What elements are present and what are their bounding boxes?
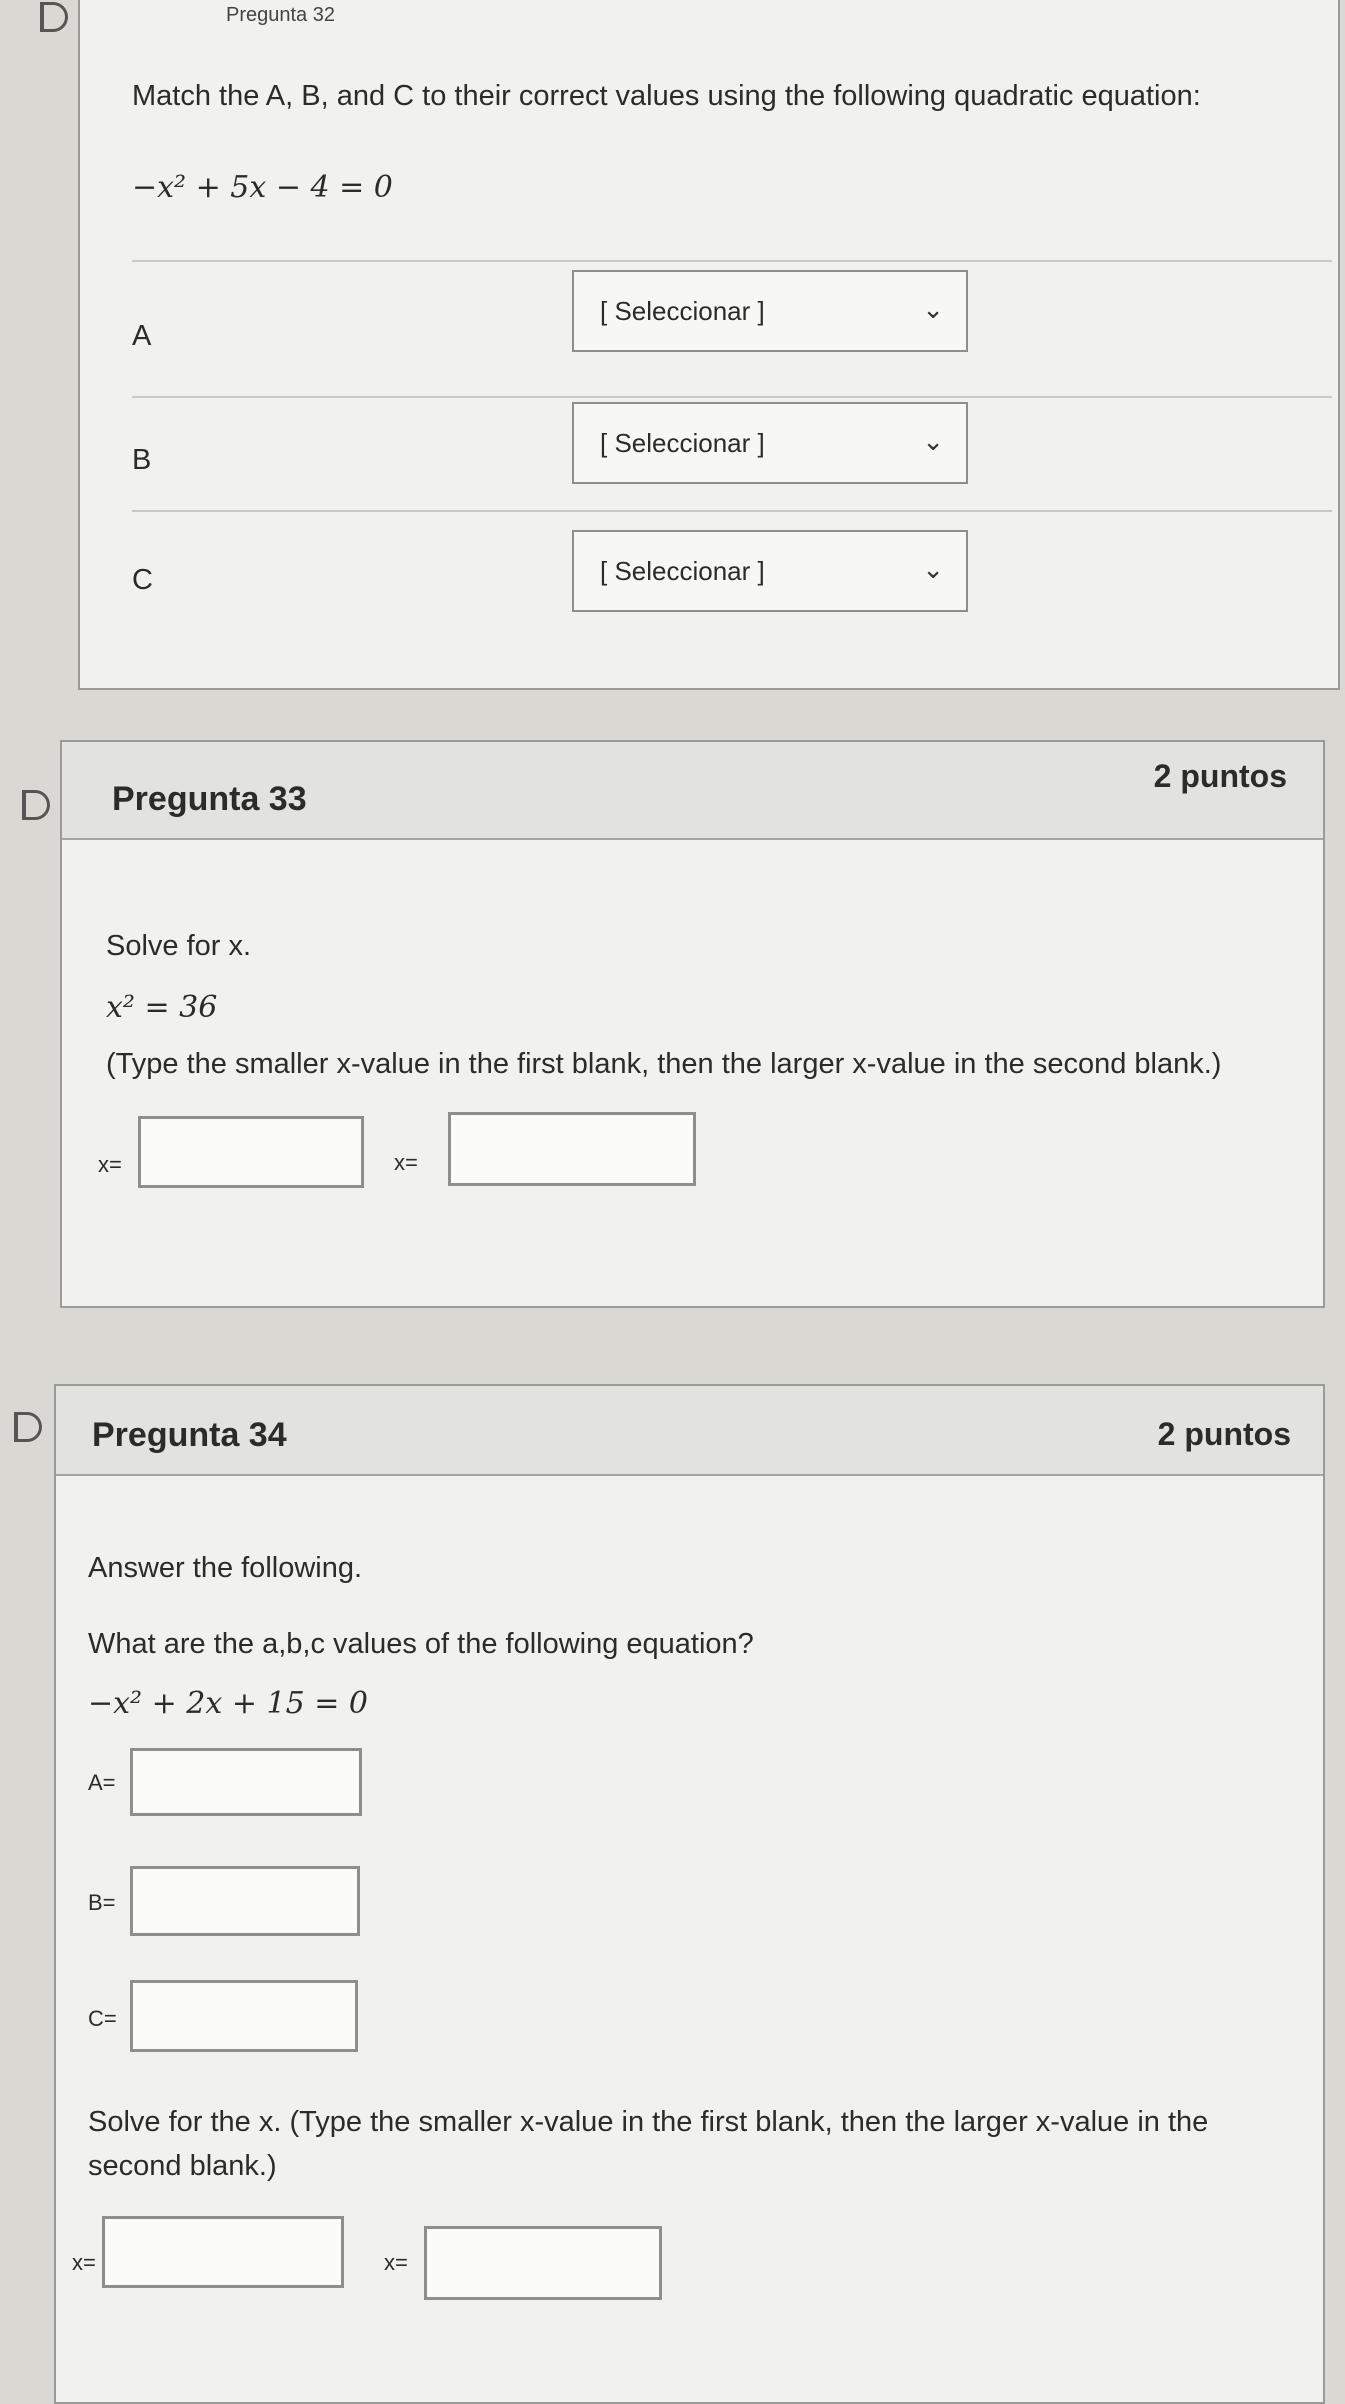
question-33-instruction: (Type the smaller x-value in the first blank, then the larger x-value in the second blank.) — [106, 1048, 1222, 1080]
divider — [132, 260, 1332, 262]
answer-2-input[interactable] — [448, 1112, 696, 1186]
question-32-title: Pregunta 32 — [226, 4, 335, 26]
question-34-panel — [54, 1384, 1325, 2404]
select-c[interactable] — [572, 530, 968, 612]
question-33-points: 2 puntos — [1153, 758, 1287, 794]
row-b-label: B — [132, 444, 152, 476]
c-input[interactable] — [130, 1980, 358, 2052]
question-33-title: Pregunta 33 — [112, 780, 307, 818]
select-b[interactable] — [572, 402, 968, 484]
chevron-down-icon: ⌄ — [922, 554, 944, 584]
c-label: C= — [88, 2006, 117, 2031]
divider — [132, 510, 1332, 512]
answer-2-label: x= — [394, 1150, 418, 1175]
answer-1-input[interactable] — [138, 1116, 364, 1188]
answer-2-label: x= — [384, 2250, 408, 2275]
answer-2-input[interactable] — [424, 2226, 662, 2300]
question-34-header — [56, 1386, 1323, 1476]
question-34-instruction: Solve for the x. (Type the smaller x-value in the first blank, then the larger x-value in the second blank.) — [88, 2106, 1209, 2182]
select-a[interactable] — [572, 270, 968, 352]
question-32-equation: −x² + 5x − 4 = 0 — [132, 170, 393, 205]
a-input[interactable] — [130, 1748, 362, 1816]
divider — [132, 396, 1332, 398]
question-32-panel — [78, 0, 1340, 690]
question-34-equation: −x² + 2x + 15 = 0 — [88, 1686, 368, 1721]
question-33-equation: x² = 36 — [106, 990, 218, 1025]
select-a-value: [ Seleccionar ] — [600, 296, 765, 326]
question-34-points: 2 puntos — [1157, 1416, 1291, 1452]
chevron-down-icon: ⌄ — [922, 426, 944, 456]
b-input[interactable] — [130, 1866, 360, 1936]
answer-1-label: x= — [98, 1152, 122, 1177]
question-33-panel — [60, 740, 1325, 1308]
question-32-prompt: Match the A, B, and C to their correct values using the following quadratic equation: — [132, 80, 1201, 112]
question-33-header — [62, 742, 1323, 840]
a-label: A= — [88, 1770, 116, 1795]
row-a-label: A — [132, 320, 152, 352]
row-c-label: C — [132, 564, 153, 596]
flag-question-icon[interactable] — [40, 2, 68, 32]
question-34-question: What are the a,b,c values of the following equation? — [88, 1628, 754, 1660]
flag-question-icon[interactable] — [14, 1412, 42, 1442]
chevron-down-icon: ⌄ — [922, 294, 944, 324]
b-label: B= — [88, 1890, 116, 1915]
select-c-value: [ Seleccionar ] — [600, 556, 765, 586]
flag-question-icon[interactable] — [22, 790, 50, 820]
question-33-prompt: Solve for x. — [106, 930, 252, 962]
question-34-title: Pregunta 34 — [92, 1416, 287, 1454]
question-34-prompt: Answer the following. — [88, 1552, 363, 1584]
answer-1-input[interactable] — [102, 2216, 344, 2288]
answer-1-label: x= — [72, 2250, 96, 2275]
select-b-value: [ Seleccionar ] — [600, 428, 765, 458]
